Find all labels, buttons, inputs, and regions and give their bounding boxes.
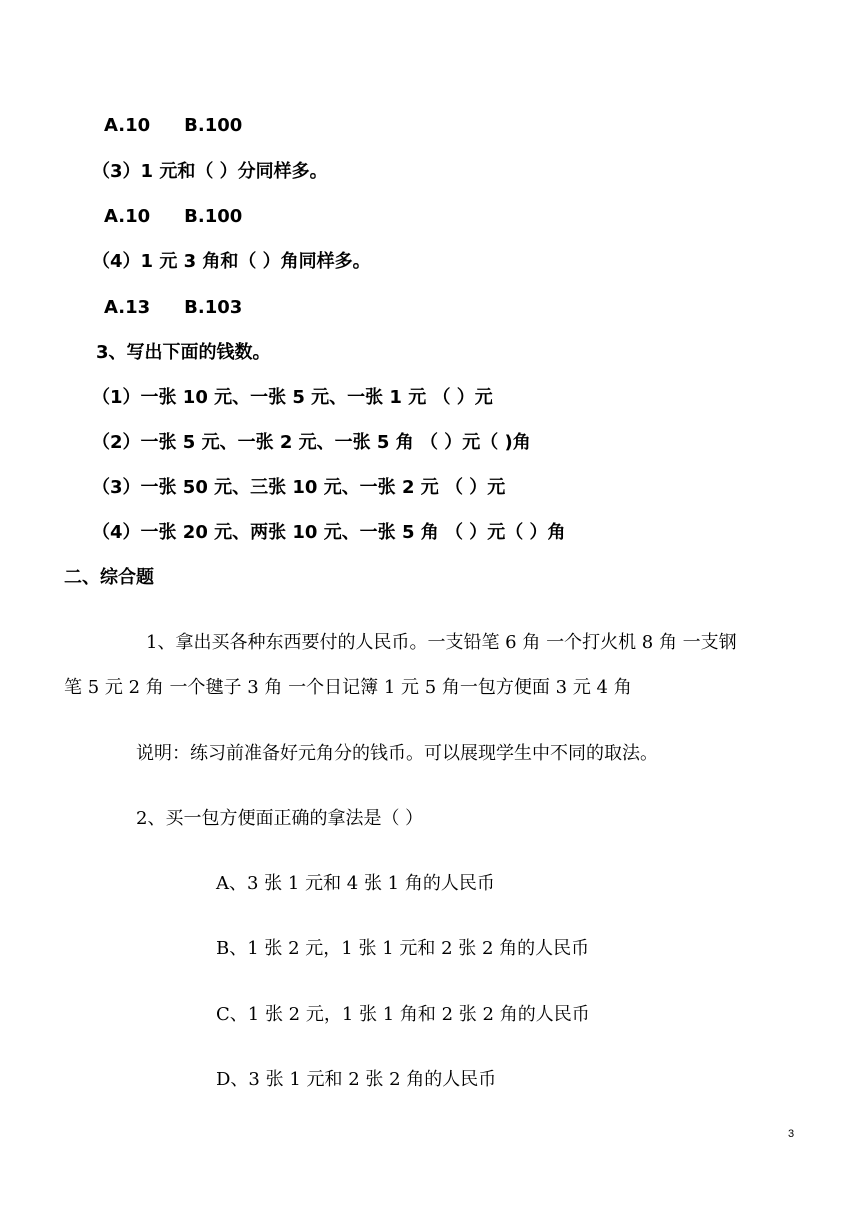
q3-item-3: （3）一张 50 元、三张 10 元、一张 2 元 （ ）元	[92, 477, 506, 498]
page-number: 3	[788, 1128, 795, 1140]
option-b: B.100	[184, 206, 243, 227]
section2-p1-line2: 笔 5 元 2 角 一个毽子 3 角 一个日记簿 1 元 5 角一包方便面 3 元 4 角	[64, 677, 632, 698]
q3-title: 3、写出下面的钱数。	[96, 342, 271, 363]
q3-item-4: （4）一张 20 元、两张 10 元、一张 5 角 （ ）元（ ）角	[92, 522, 566, 543]
option-b: B.100	[184, 115, 243, 136]
q2-2-options	[104, 114, 242, 138]
section2-option-a: A、3 张 1 元和 4 张 1 角的人民币	[216, 873, 495, 894]
section2-note: 说明：练习前准备好元角分的钱币。可以展现学生中不同的取法。	[136, 743, 658, 764]
section2-q2: 2、买一包方便面正确的拿法是（ ）	[136, 808, 424, 829]
q2-3-options	[104, 205, 242, 229]
q2-4-question: （4）1 元 3 角和（ ）角同样多。	[92, 251, 371, 272]
q2-4-options	[104, 296, 242, 320]
option-a: A.13	[104, 297, 151, 318]
option-b: B.103	[184, 297, 243, 318]
section2-heading: 二、综合题	[64, 567, 154, 588]
option-a: A.10	[104, 115, 151, 136]
section2-option-c: C、1 张 2 元，1 张 1 角和 2 张 2 角的人民币	[216, 1004, 590, 1025]
q3-item-1: （1）一张 10 元、一张 5 元、一张 1 元 （ ）元	[92, 387, 493, 408]
section2-option-b: B、1 张 2 元，1 张 1 元和 2 张 2 角的人民币	[216, 938, 590, 959]
section2-option-d: D、3 张 1 元和 2 张 2 角的人民币	[216, 1069, 497, 1090]
q3-item-2: （2）一张 5 元、一张 2 元、一张 5 角 （ ）元（ )角	[92, 432, 531, 453]
q2-3-question: （3）1 元和（ ）分同样多。	[92, 161, 328, 182]
option-a: A.10	[104, 206, 151, 227]
section2-p1-line1: 1、拿出买各种东西要付的人民币。一支铅笔 6 角 一个打火机 8 角 一支钢	[146, 632, 737, 653]
